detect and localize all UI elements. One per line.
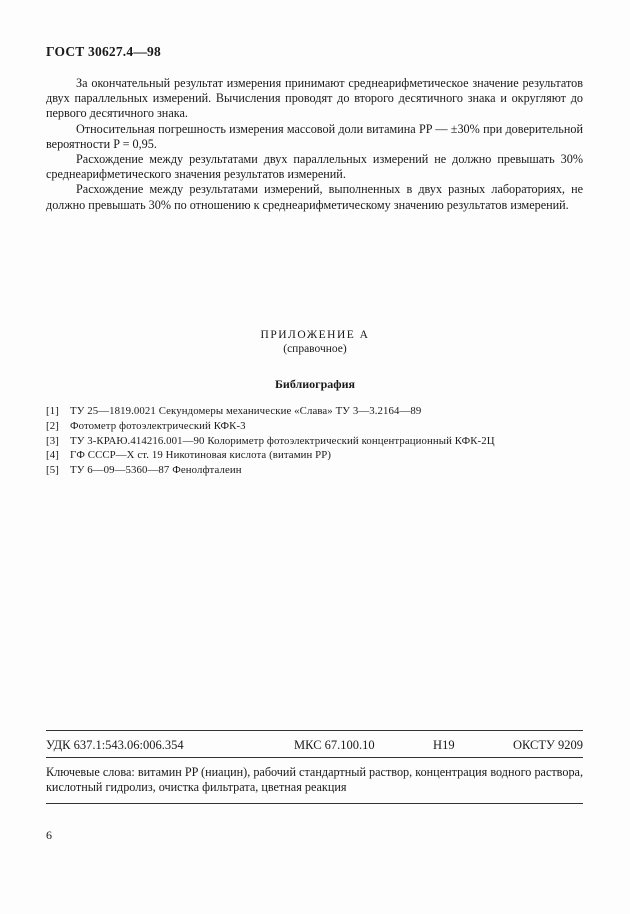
bibliography-list [46,404,586,478]
body-text [46,76,583,213]
bibliography-item-number: [4] [46,449,59,462]
document-header: ГОСТ 30627.4—98 [46,44,161,59]
appendix-heading [0,328,630,356]
footer-bottom-rule [46,803,583,804]
footer-middle-rule [46,757,583,758]
bibliography-item-text: ТУ 3-КРАЮ.414216.001—90 Колориметр фотоэлектрический концентрационный КФК-2Ц [70,434,495,447]
bibliography-item [46,419,586,434]
bibliography-item [46,404,586,419]
bibliography-item-number: [3] [46,434,59,447]
bibliography-item-number: [5] [46,464,59,477]
keywords: Ключевые слова: витамин PP (ниацин), рабочий стандартный раствор, концентрация водного раствора, кислотный гидролиз, очистка фильтрата, цветная реакция [46,765,583,795]
footer-top-rule [46,730,583,731]
bibliography-item [46,463,586,478]
paragraph: Расхождение между результатами двух параллельных измерений не должно превышать 30% среднеарифметического значения результатов измерений. [46,152,583,182]
bibliography-item-number: [2] [46,419,59,432]
bibliography-item-text: ТУ 25—1819.0021 Секундомеры механические «Слава» ТУ 3—3.2164—89 [70,405,422,417]
page-number: 6 [46,828,52,842]
appendix-title: ПРИЛОЖЕНИЕ А [260,329,370,341]
okstu-code: ОКСТУ 9209 [512,738,583,752]
classification-row [46,738,583,753]
paragraph: Расхождение между результатами измерений, выполненных в двух разных лабораториях, не должно превышать 30% по отношению к среднеарифметическому значению результатов измерений. [46,182,583,212]
paragraph: Относительная погрешность измерения массовой доли витамина PP — ±30% при доверительной вероятности P = 0,95. [46,121,583,151]
bibliography-item-text: ГФ СССР—Х ст. 19 Никотиновая кислота (витамин PP) [70,449,332,462]
bibliography-item [46,448,586,463]
bibliography-item-number: [1] [46,405,59,417]
bibliography-title: Библиография [274,377,356,391]
udk-code: УДК 637.1:543.06:006.354 [46,738,184,752]
bibliography-item [46,434,586,449]
paragraph: За окончательный результат измерения принимают среднеарифметическое значение результатов двух параллельных измерений. Вычисления проводят до второго десятичного знака и округляют до первого десятичного знака. [46,76,583,121]
appendix-subtitle: (справочное) [283,343,347,355]
category-code: Н19 [433,738,455,752]
bibliography-item-text: ТУ 6—09—5360—87 Фенолфталеин [70,464,242,477]
mks-code: МКС 67.100.10 [294,738,375,752]
bibliography-item-text: Фотометр фотоэлектрический КФК-3 [70,419,246,432]
